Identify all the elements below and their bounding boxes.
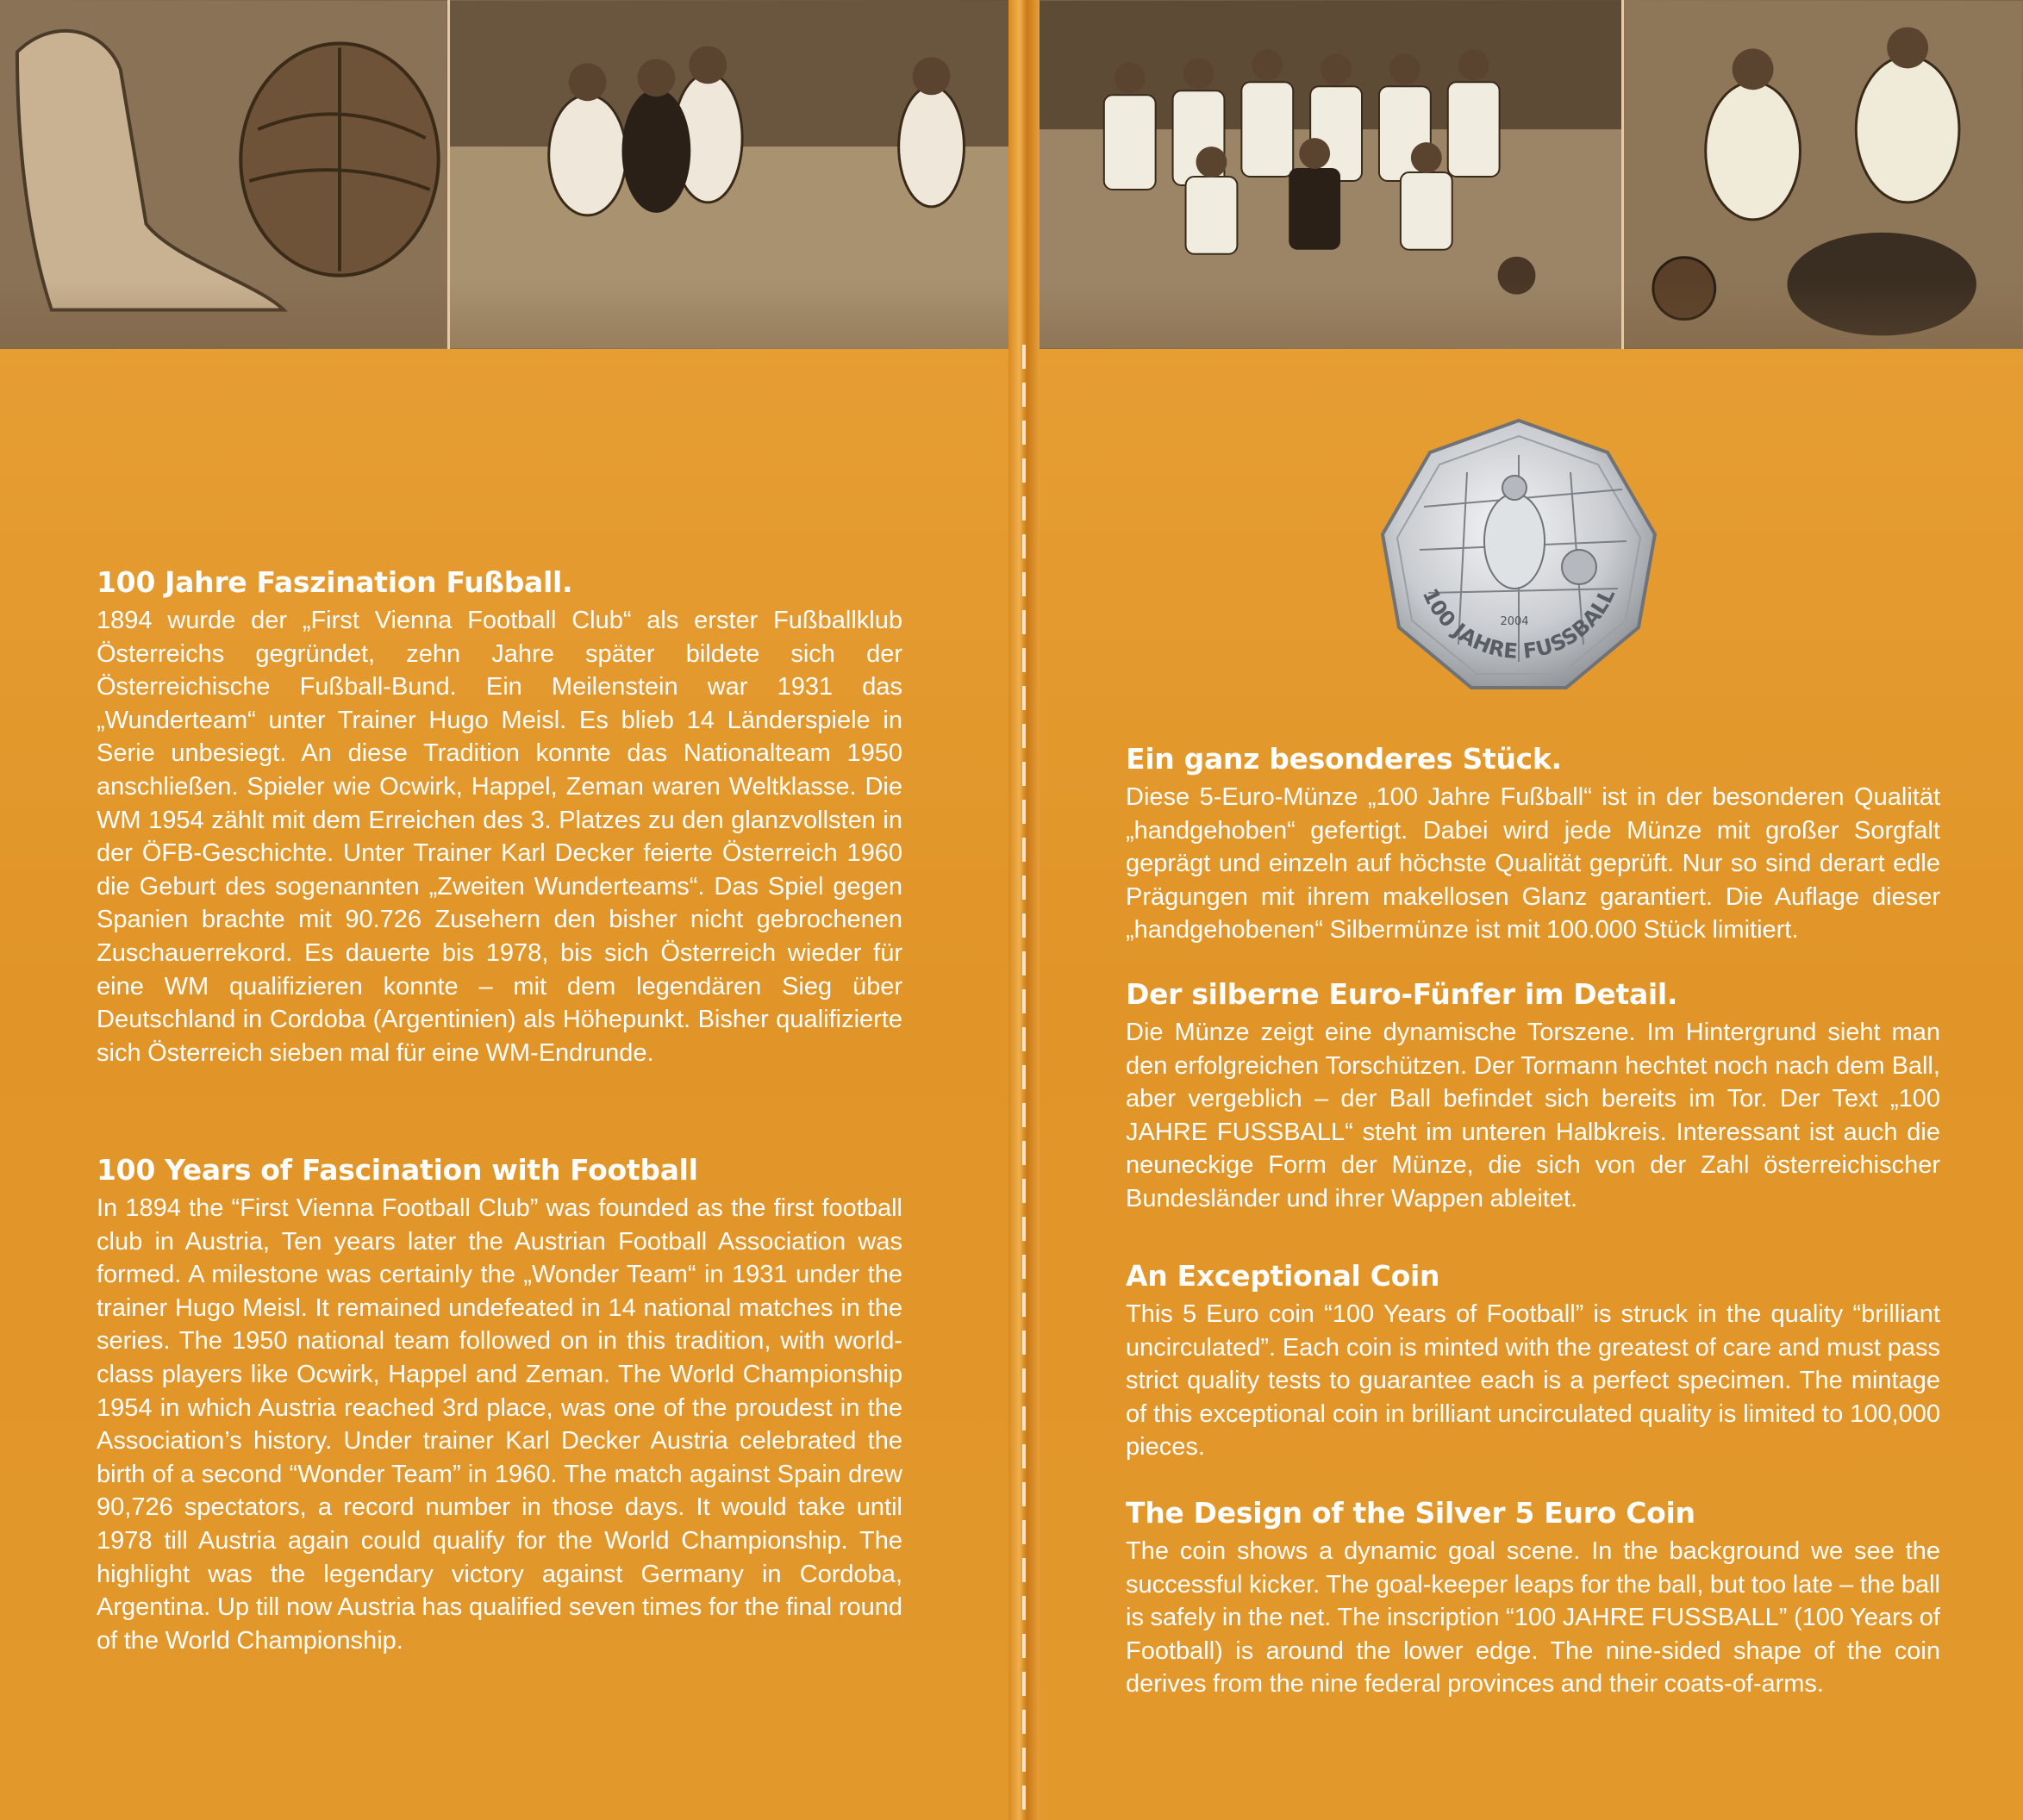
booklet-spine xyxy=(1008,0,1040,1820)
english-design-heading: The Design of the Silver 5 Euro Coin xyxy=(1126,1496,1695,1530)
coin-inscription: 100 JAHRE FUSSBALL xyxy=(1417,584,1620,664)
match-action-photo xyxy=(450,0,1008,349)
team-photo xyxy=(1040,0,1624,349)
english-section-design xyxy=(1126,1495,1940,1701)
german-quality-body: Diese 5-Euro-Münze „100 Jahre Fußball“ ist in der besonderen Qualität „handgehoben“ gefertigt. Dabei wird jede Münze mit großer Sorgfalt geprägt und einzeln auf höchste Qualität geprüft. Nur so sind derart edle Prägungen mit ihrem makellosen Glanz garantiert. Die Auflage dieser „handgehobenen“ Silbermünze ist mit 100.000 Stück limitiert. xyxy=(1126,783,1940,944)
german-body: 1894 wurde der „First Vienna Football Club“ als erster Fußballklub Österreichs gegründet, zehn Jahre später bildete sich der Österreichische Fußball-Bund. Ein Meilenstein war 1931 das „Wunderteam“ unter Trainer Hugo Meisl. Es blieb 14 Länderspiele in Serie unbesiegt. An diese Tradition konnte das Nationalteam 1950 anschließen. Spieler wie Ocwirk, Happel, Zeman waren Weltklasse. Die WM 1954 zählt mit dem Erreichen des 3. Platzes zu den glanzvollsten in der ÖFB-Geschichte. Unter Trainer Karl Decker feierte Österreich 1960 die Geburt des sogenannten „Zweiten Wunderteams“. Das Spiel gegen Spanien brachte mit 90.726 Zusehern den bisher nicht gebrochenen Zuschauerrekord. Es dauerte bis 1978, bis sich Österreich wieder für eine WM qualifizieren konnte – mit dem legendären Sieg über Deutschland in Cordoba (Argentinien) als Höhepunkt. Bisher qualifizierte sich Österreich sieben mal für eine WM-Endrunde. xyxy=(97,607,902,1067)
german-section-left xyxy=(97,564,902,1069)
english-section-quality xyxy=(1126,1258,1940,1464)
left-page xyxy=(0,0,1008,1820)
english-body: In 1894 the “First Vienna Football Club” was founded as the first football club in Austria, Ten years later the Austrian Football Association was formed. A milestone was certainly the „Wonder Team“ in 1931 under the trainer Hugo Meisl. It remained undefeated in 14 national matches in the series. The 1950 national team followed on in this tradition, with world-class players like Ocwirk, Happel and Zeman. The World Championship 1954 in which Austria reached 3rd place, was one of the proudest in the Association’s history. Under trainer Karl Decker Austria celebrated the birth of a second “Wonder Team” in 1960. The match against Spain drew 90,726 spectators, a record number in those days. It would take until 1978 till Austria again could qualify for the World Championship. The highlight was the legendary victory against Germany in Cordoba, Argentina. Up till now Austria has qualified seven times for the final round of the World Championship. xyxy=(97,1194,902,1655)
coin-icon xyxy=(1372,412,1665,705)
german-detail-body: Die Münze zeigt eine dynamische Torszene. Im Hintergrund sieht man den erfolgreichen Torschützen. Der Tormann hechtet noch nach dem Ball, aber vergeblich – der Ball befindet sich bereits im Tor. Der Text „100 JAHRE FUSSBALL“ steht im unteren Halbkreis. Interessant ist auch die neuneckige Form der Münze, die sich von der Zahl österreichischer Bundesländer und ihrer Wappen ableitet. xyxy=(1126,1019,1940,1212)
english-quality-heading: An Exceptional Coin xyxy=(1126,1259,1440,1293)
right-page xyxy=(1040,0,2023,1820)
german-detail-heading: Der silberne Euro-Fünfer im Detail. xyxy=(1126,977,1678,1011)
german-section-quality xyxy=(1126,741,1940,947)
kick-action-photo xyxy=(1624,0,2023,349)
left-photo-strip xyxy=(0,0,1008,349)
boot-and-ball-photo xyxy=(0,0,450,349)
coin-year: 2004 xyxy=(1500,615,1529,628)
english-heading: 100 Years of Fascination with Football xyxy=(97,1153,698,1187)
right-photo-strip xyxy=(1040,0,2023,349)
english-design-body: The coin shows a dynamic goal scene. In the background we see the successful kicker. The goal-keeper leaps for the ball, but too late – the ball is safely in the net. The inscription “100 JAHRE FUSSBALL” (100 Years of Football) is around the lower edge. The nine-sided shape of the coin derives from the nine federal provinces and their coats-of-arms. xyxy=(1126,1537,1940,1698)
german-quality-heading: Ein ganz besonderes Stück. xyxy=(1126,742,1562,776)
silver-coin xyxy=(1372,412,1665,705)
german-section-detail xyxy=(1126,976,1940,1216)
english-section-left xyxy=(97,1152,902,1657)
german-heading: 100 Jahre Faszination Fußball. xyxy=(97,565,573,599)
fold-perforation xyxy=(1022,345,1026,1810)
english-quality-body: This 5 Euro coin “100 Years of Football” is struck in the quality “brilliant uncirculated”. Each coin is minted with the greatest of care and must pass strict quality tests to guarantee each is a perfect specimen. The mintage of this exceptional coin in brilliant uncirculated quality is limited to 100,000 pieces. xyxy=(1126,1300,1940,1462)
